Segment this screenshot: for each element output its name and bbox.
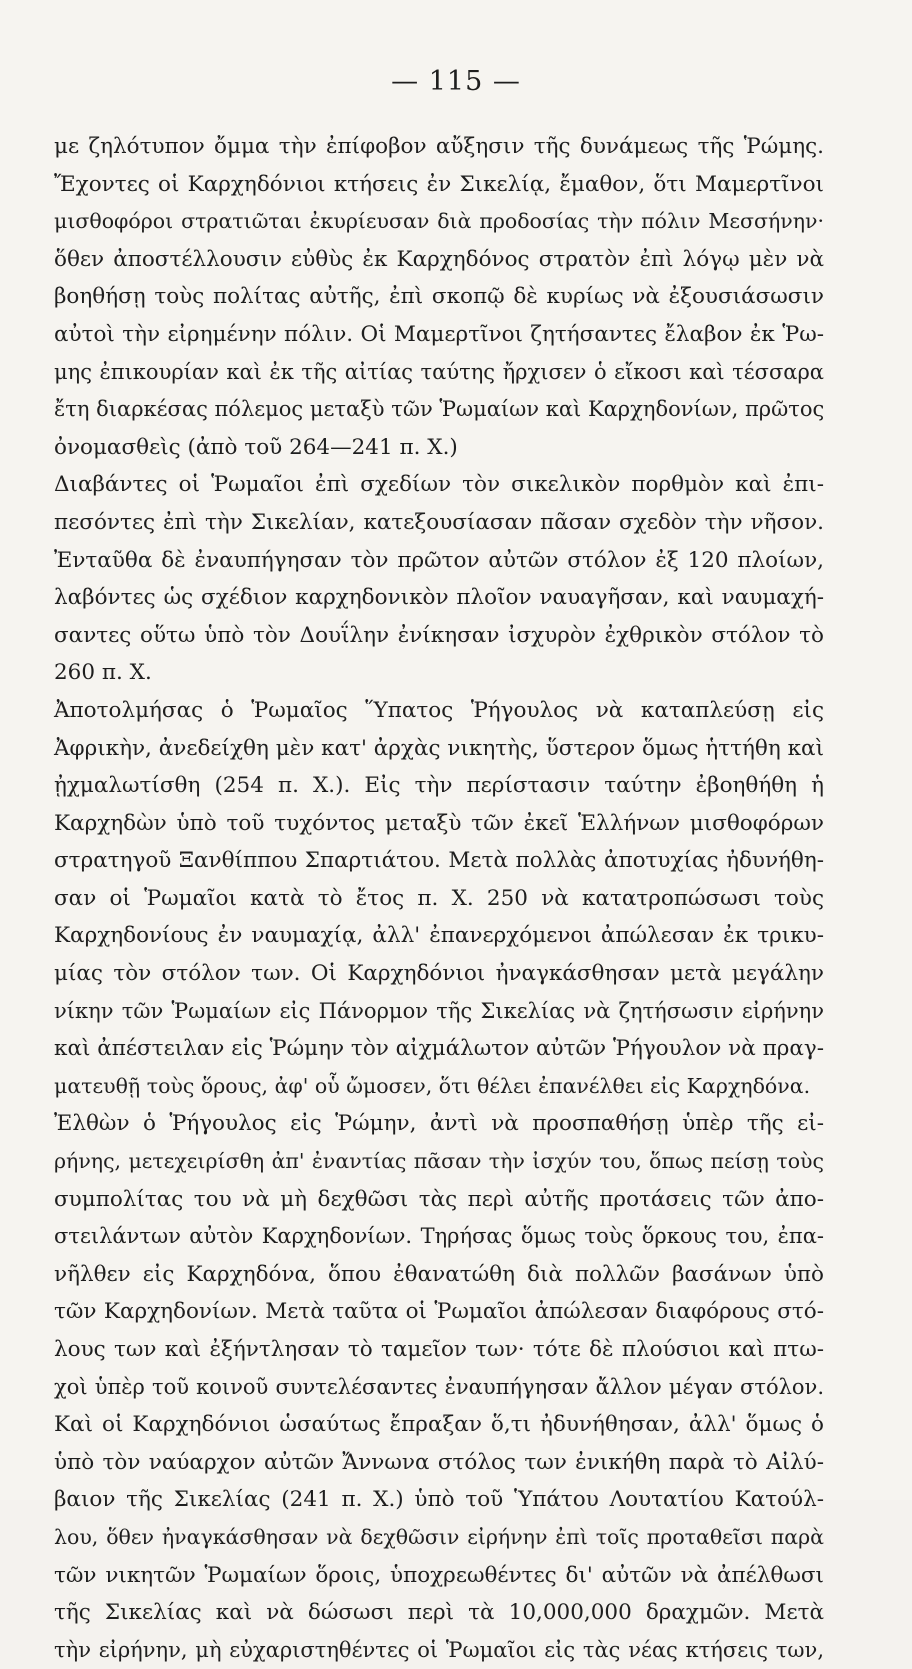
text-line: ὀνομασθεὶς (ἀπὸ τοῦ 264—241 π. Χ.) xyxy=(54,434,458,460)
text-line: μισθοφόροι στρατιῶται ἐκυρίευσαν διὰ προδοσίας τὴν πόλιν Μεσσήνην· xyxy=(54,209,824,234)
text-line: συμπολίτας του νὰ μὴ δεχθῶσι τὰς περὶ αὐτῆς προτάσεις τῶν ἀπο- xyxy=(54,1186,824,1212)
text-line: Διαβάντες οἱ Ῥωμαῖοι ἐπὶ σχεδίων τὸν σικελικὸν πορθμὸν καὶ ἐπι- xyxy=(54,472,824,498)
text-line: ρήνης, μετεχειρίσθη ἀπ' ἐναντίας πᾶσαν τὴν ἰσχύν του, ὅπως πείσῃ τοὺς xyxy=(54,1149,824,1174)
text-line: σαν οἱ Ῥωμαῖοι κατὰ τὸ ἔτος π. Χ. 250 νὰ κατατροπώσωσι τοὺς xyxy=(54,885,824,911)
text-line: πεσόντες ἐπὶ τὴν Σικελίαν, κατεξουσίασαν πᾶσαν σχεδὸν τὴν νῆσον. xyxy=(54,509,824,535)
text-line: ὅθεν ἀποστέλλουσιν εὐθὺς ἐκ Καρχηδόνος στρατὸν ἐπὶ λόγῳ μὲν νὰ xyxy=(54,246,824,272)
text-line: ὑπὸ τὸν ναύαρχον αὐτῶν Ἄννωνα στόλος των ἐνικήθη παρὰ τὸ Αἰλύ- xyxy=(54,1449,824,1475)
text-line: νῆλθεν εἰς Καρχηδόνα, ὅπου ἐθανατώθη διὰ πολλῶν βασάνων ὑπὸ xyxy=(54,1261,824,1287)
text-line: Ἐλθὼν ὁ Ῥήγουλος εἰς Ῥώμην, ἀντὶ νὰ προσπαθήσῃ ὑπὲρ τῆς εἰ- xyxy=(54,1111,824,1137)
text-line: Καὶ οἱ Καρχηδόνιοι ὡσαύτως ἔπραξαν ὅ,τι ἠδυνήθησαν, ἀλλ' ὅμως ὁ xyxy=(54,1412,824,1438)
text-line: Καρχηδονίους ἐν ναυμαχίᾳ, ἀλλ' ἐπανερχόμενοι ἀπώλεσαν ἐκ τρικυ- xyxy=(54,923,824,949)
body-text xyxy=(54,128,824,1669)
text-line: βαιον τῆς Σικελίας (241 π. Χ.) ὑπὸ τοῦ Ὑπάτου Λουτατίου Κατούλ- xyxy=(54,1487,824,1513)
text-line: Ἀφρικὴν, ἀνεδείχθη μὲν κατ' ἀρχὰς νικητὴς, ὕστερον ὅμως ἡττήθη καὶ xyxy=(54,735,824,761)
text-line: λου, ὅθεν ἠναγκάσθησαν νὰ δεχθῶσιν εἰρήνην ἐπὶ τοῖς προταθεῖσι παρὰ xyxy=(54,1524,824,1549)
text-line: νίκην τῶν Ῥωμαίων εἰς Πάνορμον τῆς Σικελίας νὰ ζητήσωσιν εἰρήνην xyxy=(54,998,824,1023)
page-number-header: — 115 — xyxy=(391,66,521,97)
text-line: λαβόντες ὡς σχέδιον καρχηδονικὸν πλοῖον ναυαγῆσαν, καὶ ναυμαχή- xyxy=(54,585,824,611)
text-line: Καρχηδὼν ὑπὸ τοῦ τυχόντος μεταξὺ τῶν ἐκεῖ Ἑλλήνων μισθοφόρων xyxy=(54,810,824,836)
text-line: ἔτη διαρκέσας πόλεμος μεταξὺ τῶν Ῥωμαίων καὶ Καρχηδονίων, πρῶτος xyxy=(54,397,825,422)
text-line: ματευθῇ τοὺς ὅρους, ἀφ' οὗ ὤμοσεν, ὅτι θέλει ἐπανέλθει εἰς Καρχηδόνα. xyxy=(54,1073,811,1098)
text-line: μίας τὸν στόλον των. Οἱ Καρχηδόνιοι ἠναγκάσθησαν μετὰ μεγάλην xyxy=(54,961,824,987)
text-line: τὴν εἰρήνην, μὴ εὐχαριστηθέντες οἱ Ῥωμαῖοι εἰς τὰς νέας κτήσεις των, xyxy=(54,1637,824,1662)
text-line: Ἐνταῦθα δὲ ἐναυπήγησαν τὸν πρῶτον αὐτῶν στόλον ἐξ 120 πλοίων, xyxy=(54,547,824,573)
text-line: τῆς Σικελίας καὶ νὰ δώσωσι περὶ τὰ 10,000,000 δραχμῶν. Μετὰ xyxy=(54,1600,824,1626)
text-line: τῶν νικητῶν Ῥωμαίων ὅροις, ὑποχρεωθέντες δι' αὐτῶν νὰ ἀπέλθωσι xyxy=(54,1562,824,1588)
text-line: ᾐχμαλωτίσθη (254 π. Χ.). Εἰς τὴν περίστασιν ταύτην ἐβοηθήθη ἡ xyxy=(54,773,824,799)
text-line: με ζηλότυπον ὄμμα τὴν ἐπίφοβον αὔξησιν τῆς δυνάμεως τῆς Ῥώμης. xyxy=(54,134,824,159)
text-line: αὐτοὶ τὴν εἰρημένην πόλιν. Οἱ Μαμερτῖνοι ζητήσαντες ἔλαβον ἐκ Ῥω- xyxy=(54,321,824,347)
text-line: καὶ ἀπέστειλαν εἰς Ῥώμην τὸν αἰχμάλωτον αὐτῶν Ῥήγουλον νὰ πραγ- xyxy=(54,1036,824,1062)
text-line: λους των καὶ ἐξήντλησαν τὸ ταμεῖον των· τότε δὲ πλούσιοι καὶ πτω- xyxy=(54,1337,824,1362)
text-line: στειλάντων αὐτὸν Καρχηδονίων. Τηρήσας ὅμως τοὺς ὅρκους του, ἐπα- xyxy=(54,1224,824,1249)
text-line: βοηθήσῃ τοὺς πολίτας αὐτῆς, ἐπὶ σκοπῷ δὲ κυρίως νὰ ἐξουσιάσωσιν xyxy=(54,284,824,310)
text-line: 260 π. Χ. xyxy=(54,660,152,686)
text-line: χοὶ ὑπὲρ τοῦ κοινοῦ συντελέσαντες ἐναυπήγησαν ἄλλον μέγαν στόλον. xyxy=(54,1374,824,1399)
text-line: τῶν Καρχηδονίων. Μετὰ ταῦτα οἱ Ῥωμαῖοι ἀπώλεσαν διαφόρους στό- xyxy=(54,1299,824,1325)
text-line: Ἀποτολμήσας ὁ Ῥωμαῖος Ὕπατος Ῥήγουλος νὰ καταπλεύσῃ εἰς xyxy=(54,697,824,723)
text-line: μης ἐπικουρίαν καὶ ἐκ τῆς αἰτίας ταύτης ἤρχισεν ὁ εἴκοσι καὶ τέσσαρα xyxy=(54,359,824,384)
text-line: σαντες οὕτω ὑπὸ τὸν Δουΐλην ἐνίκησαν ἰσχυρὸν ἐχθρικὸν στόλον τὸ xyxy=(54,622,824,648)
text-line: Ἔχοντες οἱ Καρχηδόνιοι κτήσεις ἐν Σικελίᾳ, ἔμαθον, ὅτι Μαμερτῖνοι xyxy=(54,171,824,197)
text-line: στρατηγοῦ Ξανθίππου Σπαρτιάτου. Μετὰ πολλὰς ἀποτυχίας ἠδυνήθη- xyxy=(54,848,824,874)
